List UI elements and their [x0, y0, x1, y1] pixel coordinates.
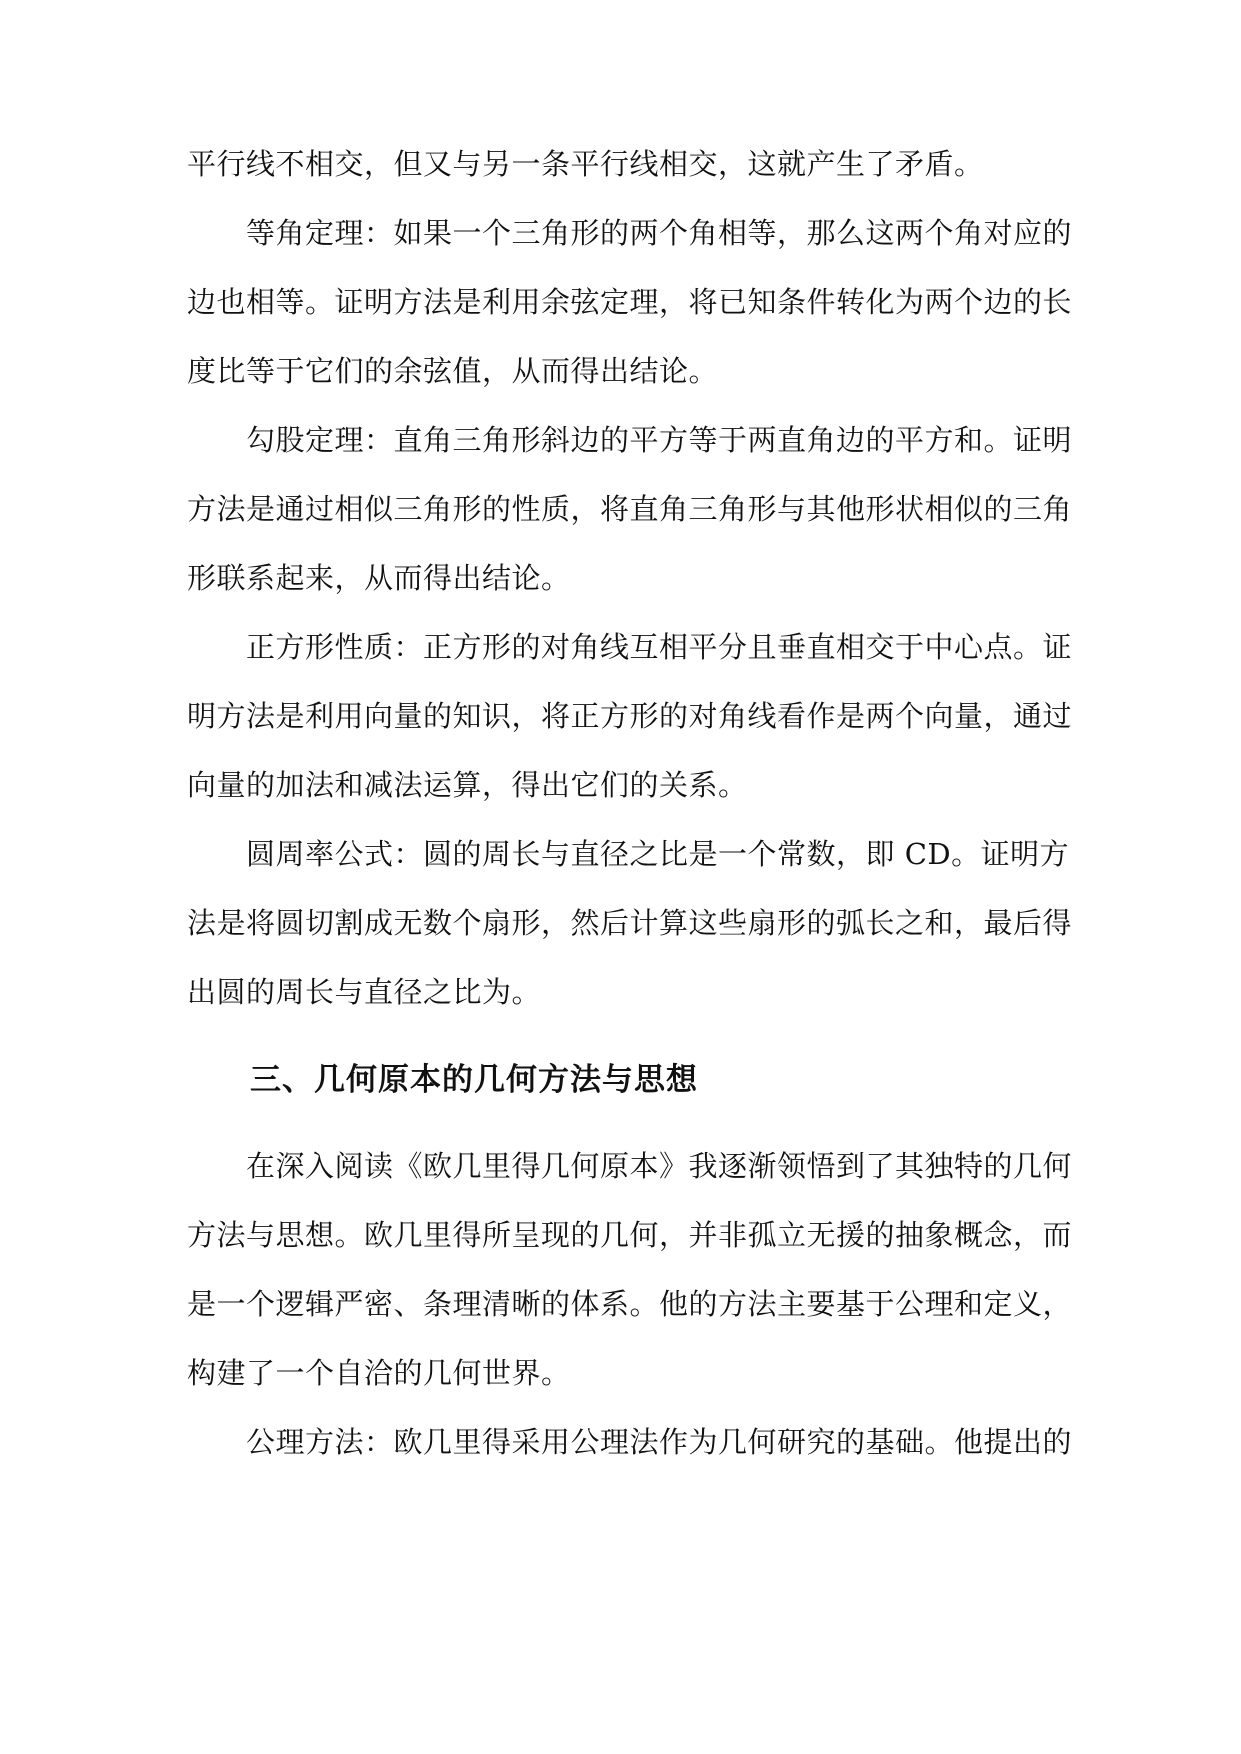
text-line: 在深入阅读《欧几里得几何原本》我逐渐领悟到了其独特的几何	[246, 1149, 1073, 1183]
text-line: 勾股定理：直角三角形斜边的平方等于两直角边的平方和。证明	[246, 423, 1073, 457]
section-heading: 三、几何原本的几何方法与思想	[250, 1062, 698, 1098]
text-line: 出圆的周长与直径之比为。	[187, 975, 542, 1009]
text-line: 正方形性质：正方形的对角线互相平分且垂直相交于中心点。证	[246, 630, 1073, 664]
text-line: 等角定理：如果一个三角形的两个角相等，那么这两个角对应的	[246, 216, 1073, 250]
text-line: 明方法是利用向量的知识，将正方形的对角线看作是两个向量，通过	[187, 699, 1073, 733]
text-line: 形联系起来，从而得出结论。	[187, 561, 571, 595]
text-line: 方法与思想。欧几里得所呈现的几何，并非孤立无援的抽象概念，而	[187, 1218, 1073, 1252]
text-line: 向量的加法和减法运算，得出它们的关系。	[187, 768, 748, 802]
text-line: 构建了一个自洽的几何世界。	[187, 1356, 571, 1390]
text-line: 圆周率公式：圆的周长与直径之比是一个常数，即 CD。证明方	[246, 837, 1070, 871]
text-line: 边也相等。证明方法是利用余弦定理，将已知条件转化为两个边的长	[187, 285, 1073, 319]
text-line: 平行线不相交，但又与另一条平行线相交，这就产生了矛盾。	[187, 147, 984, 181]
text-line: 是一个逻辑严密、条理清晰的体系。他的方法主要基于公理和定义，	[187, 1287, 1073, 1321]
text-line: 公理方法：欧几里得采用公理法作为几何研究的基础。他提出的	[246, 1425, 1073, 1459]
text-line: 度比等于它们的余弦值，从而得出结论。	[187, 354, 719, 388]
text-line: 方法是通过相似三角形的性质，将直角三角形与其他形状相似的三角	[187, 492, 1073, 526]
text-line: 法是将圆切割成无数个扇形，然后计算这些扇形的弧长之和，最后得	[187, 906, 1073, 940]
